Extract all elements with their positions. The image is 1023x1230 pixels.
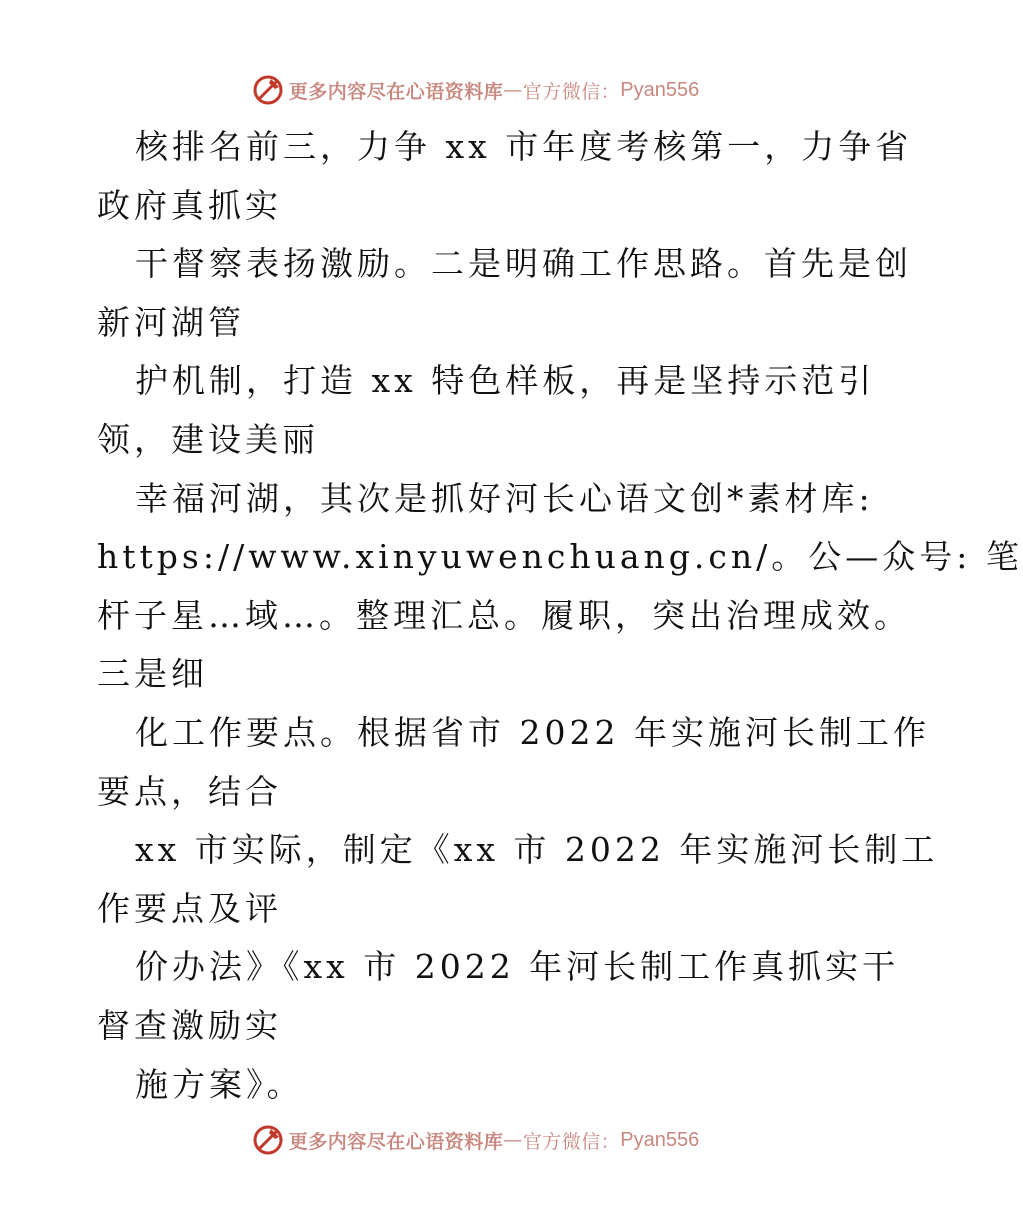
text-line: 核排名前三，力争 xx 市年度考核第一，力争省 bbox=[135, 127, 913, 166]
header-wechat-label: 官方微信： bbox=[522, 80, 621, 103]
text-line: 要点，结合 bbox=[97, 771, 282, 811]
pen-nib-logo-icon bbox=[251, 73, 285, 107]
header-site-text: 更多内容尽在心语资料库 bbox=[288, 80, 504, 103]
footer-wechat-label: 官方微信： bbox=[522, 1130, 621, 1153]
text-line: xx 市实际，制定《xx 市 2022 年实施河长制工 bbox=[135, 830, 939, 870]
pen-nib-logo-icon bbox=[251, 1123, 285, 1157]
footer-wechat-id: Pyan556 bbox=[620, 1128, 700, 1151]
text-line: 督查激励实 bbox=[97, 1005, 282, 1045]
text-line: 施方案》。 bbox=[135, 1064, 304, 1104]
header-watermark bbox=[0, 70, 950, 110]
footer-dash: — bbox=[503, 1129, 523, 1151]
text-line: 价办法》《xx 市 2022 年河长制工作真抓实干 bbox=[135, 947, 900, 987]
text-line: 干督察表扬激励。二是明确工作思路。首先是创 bbox=[135, 244, 912, 284]
text-line: 领，建设美丽 bbox=[97, 419, 319, 459]
text-line: 护机制，打造 xx 特色样板，再是坚持示范引 bbox=[135, 361, 876, 401]
text-line: 幸福河湖，其次是抓好河长心语文创*素材库: bbox=[135, 478, 874, 518]
header-wechat-id: Pyan556 bbox=[620, 78, 700, 101]
text-line: 三是细 bbox=[97, 654, 208, 694]
footer-site-text: 更多内容尽在心语资料库 bbox=[288, 1130, 504, 1153]
footer-watermark bbox=[0, 1120, 950, 1160]
text-line: 作要点及评 bbox=[97, 888, 282, 928]
text-line: https://www.xinyuwenchuang.cn/。公—众号: 笔 bbox=[97, 537, 1023, 577]
text-line: 化工作要点。根据省市 2022 年实施河长制工作 bbox=[135, 712, 930, 752]
text-line: 新河湖管 bbox=[97, 302, 245, 342]
header-dash: — bbox=[503, 79, 523, 101]
text-line: 政府真抓实 bbox=[97, 185, 282, 225]
body-text bbox=[97, 118, 1023, 1114]
text-line: 杆子星…域…。整理汇总。履职，突出治理成效。 bbox=[97, 595, 911, 635]
